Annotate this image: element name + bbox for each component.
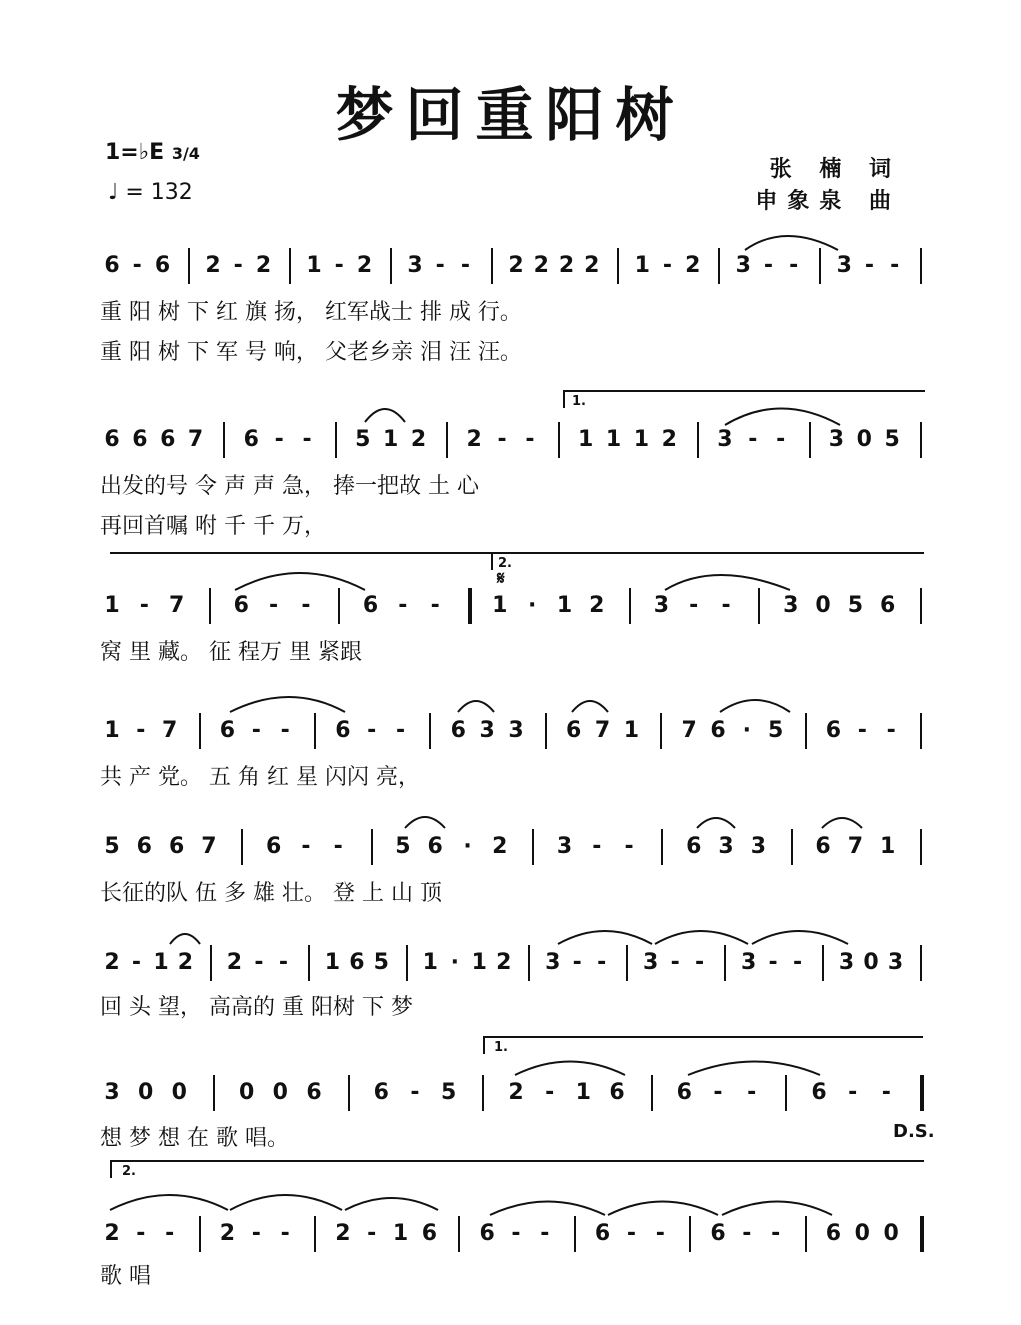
dash-extension: -: [269, 593, 279, 618]
dash-extension: -: [333, 834, 343, 859]
barline: [805, 713, 807, 749]
note: 3: [836, 253, 852, 278]
note: 1: [575, 1080, 591, 1105]
note: 3: [887, 950, 904, 975]
notation-row: [0, 420, 1021, 460]
dash-extension: -: [848, 1080, 858, 1105]
barline: [199, 713, 201, 749]
note: 6: [104, 253, 120, 278]
barline: [617, 248, 619, 284]
dash-extension: -: [511, 1221, 521, 1246]
lyric-line: 歌 唱: [100, 1264, 151, 1289]
note: 7: [201, 834, 217, 859]
note: 5: [847, 593, 864, 618]
note: 1: [382, 427, 399, 452]
note: 6: [450, 718, 466, 743]
note: 6: [265, 834, 282, 859]
volta-number: 1.: [494, 1040, 508, 1055]
note: 7: [681, 718, 697, 743]
note: 6: [825, 718, 842, 743]
barline: [574, 1216, 576, 1252]
barline: [920, 588, 922, 624]
volta-bracket-2: [491, 552, 924, 570]
note: 3: [479, 718, 495, 743]
slur: [230, 697, 345, 712]
dash-extension: -: [367, 718, 377, 743]
dash-extension: -: [747, 1080, 757, 1105]
dash-extension: -: [301, 834, 311, 859]
note: 1: [392, 1221, 409, 1246]
note: 6: [594, 1221, 611, 1246]
note: 2: [104, 1221, 120, 1246]
dal-segno-mark: D.S.: [893, 1121, 935, 1142]
note: 5: [355, 427, 371, 452]
note: 3: [104, 1080, 120, 1105]
note: 5: [884, 427, 900, 452]
lyric-line: 长征的队 伍 多 雄 壮。 登 上 山 顶: [100, 881, 442, 906]
dash-extension: -: [274, 427, 284, 452]
barline: [920, 713, 922, 749]
dash-extension: -: [662, 253, 673, 278]
note: 6: [349, 950, 365, 975]
note: 3: [407, 253, 423, 278]
note: 3: [718, 834, 734, 859]
note: 3: [838, 950, 855, 975]
note: 1: [306, 253, 322, 278]
note: 6: [479, 1221, 495, 1246]
barline: [920, 248, 922, 284]
note: 3: [735, 253, 751, 278]
note: 6: [104, 427, 120, 452]
barline: [241, 829, 243, 865]
notation-row: [0, 943, 1021, 983]
note: 7: [847, 834, 864, 859]
barline: [406, 945, 408, 981]
dash-extension: -: [655, 1221, 665, 1246]
barline: [223, 422, 225, 458]
note: 0: [854, 1221, 870, 1246]
barline: [348, 1075, 350, 1111]
barline: [308, 945, 310, 981]
dash-extension: -: [139, 593, 149, 618]
note: 1: [880, 834, 896, 859]
note: 6: [710, 718, 726, 743]
note: 2: [335, 1221, 351, 1246]
slur: [490, 1202, 605, 1216]
note: 3: [828, 427, 845, 452]
dash-extension: -: [626, 1221, 636, 1246]
note: 5: [104, 834, 120, 859]
dash-extension: -: [540, 1221, 550, 1246]
note: 6: [243, 427, 259, 452]
segno-sign: 𝄋: [497, 568, 505, 589]
note: ·: [742, 718, 752, 743]
barline: [697, 422, 699, 458]
lyric-line: 再回首嘱 咐 千 千 万，: [100, 514, 326, 539]
slur: [608, 1202, 718, 1216]
barline: [390, 248, 392, 284]
note: 6: [136, 834, 152, 859]
barline: [446, 422, 448, 458]
song-title: 梦回重阳树: [335, 81, 686, 149]
barline: [199, 1216, 201, 1252]
note: 2: [685, 253, 701, 278]
dash-extension: -: [721, 593, 731, 618]
composer-credit: 申象泉 曲: [755, 189, 901, 214]
note: 2: [492, 834, 508, 859]
barline: [718, 248, 720, 284]
note: 5: [395, 834, 411, 859]
barline: [805, 1216, 807, 1252]
note: 3: [556, 834, 573, 859]
dash-extension: -: [890, 253, 900, 278]
note: 6: [335, 718, 351, 743]
tempo-mark: ♩ = 132: [108, 180, 193, 205]
volta-number: 2.: [498, 556, 512, 571]
note: 6: [421, 1221, 438, 1246]
barline: [545, 713, 547, 749]
volta-number: 2.: [122, 1164, 136, 1179]
note: ·: [450, 950, 459, 975]
barline: [920, 945, 922, 981]
dash-extension: -: [771, 1221, 781, 1246]
dash-extension: -: [280, 718, 290, 743]
dash-extension: -: [768, 950, 778, 975]
lyric-line: 重 阳 树 下 红 旗 扬， 红军战士 排 成 行。: [100, 300, 522, 325]
note: 2: [508, 253, 524, 278]
note: 3: [508, 718, 524, 743]
note: 1: [577, 427, 594, 452]
note: 6: [609, 1080, 625, 1105]
dash-extension: -: [670, 950, 680, 975]
dash-extension: -: [278, 950, 288, 975]
dash-extension: -: [367, 1221, 377, 1246]
notation-row: [0, 827, 1021, 867]
lyric-line: 共 产 党。 五 角 红 星 闪闪 亮，: [100, 765, 420, 790]
notation-row: [0, 246, 1021, 286]
barline: [458, 1216, 460, 1252]
note: 3: [643, 950, 659, 975]
dash-extension: -: [857, 718, 867, 743]
dash-extension: -: [572, 950, 582, 975]
barline: [209, 588, 211, 624]
barline: [491, 248, 493, 284]
note: 1: [605, 427, 622, 452]
dash-extension: -: [302, 427, 312, 452]
dash-extension: -: [251, 718, 261, 743]
dash-extension: -: [597, 950, 607, 975]
note: 2: [584, 253, 600, 278]
time-signature: 3/4: [171, 144, 200, 163]
dash-extension: -: [398, 593, 408, 618]
final-barline: [468, 588, 472, 624]
note: 6: [811, 1080, 827, 1105]
dash-extension: -: [334, 253, 344, 278]
note: 2: [219, 1221, 236, 1246]
dash-extension: -: [776, 427, 786, 452]
dash-extension: -: [545, 1080, 555, 1105]
dash-extension: -: [886, 718, 896, 743]
note: 2: [508, 1080, 524, 1105]
note: 3: [740, 950, 757, 975]
lyric-line: 回 头 望， 高高的 重 阳树 下 梦: [100, 995, 413, 1020]
lyric-line: 窝 里 藏。 征 程万 里 紧跟: [100, 640, 362, 665]
note: 6: [373, 1080, 389, 1105]
note: 7: [162, 718, 178, 743]
notation-row: [0, 1073, 1021, 1113]
note: 0: [272, 1080, 288, 1105]
note: 2: [589, 593, 605, 618]
barline: [651, 1075, 653, 1111]
note: 0: [863, 950, 879, 975]
note: 6: [219, 718, 236, 743]
barline: [314, 1216, 316, 1252]
note: 0: [883, 1221, 899, 1246]
barline: [822, 945, 824, 981]
note: 1: [104, 718, 120, 743]
note: 5: [768, 718, 784, 743]
dash-extension: -: [792, 950, 803, 975]
note: 3: [545, 950, 561, 975]
note: 2: [533, 253, 549, 278]
dash-extension: -: [136, 1221, 146, 1246]
note: 5: [373, 950, 389, 975]
dash-extension: -: [497, 427, 507, 452]
barline: [532, 829, 534, 865]
note: 6: [168, 834, 185, 859]
note: 3: [750, 834, 767, 859]
note: 2: [356, 253, 373, 278]
barline: [661, 829, 663, 865]
note: 5: [441, 1080, 457, 1105]
dash-extension: -: [525, 427, 535, 452]
note: 6: [815, 834, 831, 859]
note: 6: [676, 1080, 692, 1105]
dash-extension: -: [864, 253, 875, 278]
barline: [528, 945, 530, 981]
dash-extension: -: [689, 593, 699, 618]
note: 6: [160, 427, 176, 452]
note: 2: [104, 950, 120, 975]
dash-extension: -: [881, 1080, 891, 1105]
lyric-line: 重 阳 树 下 军 号 响， 父老乡亲 泪 汪 汪。: [100, 340, 522, 365]
barline: [660, 713, 662, 749]
dash-extension: -: [254, 950, 264, 975]
barline: [482, 1075, 484, 1111]
lyric-line: 出发的号 令 声 声 急， 捧一把故 土 心: [100, 474, 479, 499]
note: 7: [594, 718, 611, 743]
dash-extension: -: [136, 718, 146, 743]
slur: [722, 1202, 832, 1216]
barline: [920, 829, 922, 865]
dash-extension: -: [742, 1221, 752, 1246]
note: 1: [634, 253, 650, 278]
slur: [230, 1195, 342, 1210]
note: 1: [422, 950, 438, 975]
dash-extension: -: [233, 253, 243, 278]
note: 6: [154, 253, 171, 278]
slur: [345, 1198, 438, 1210]
dash-extension: -: [695, 950, 705, 975]
note: 1: [623, 718, 640, 743]
barline: [188, 248, 190, 284]
dash-extension: -: [165, 1221, 175, 1246]
barline: [809, 422, 811, 458]
note: 6: [710, 1221, 726, 1246]
note: 2: [255, 253, 272, 278]
dash-extension: -: [395, 718, 406, 743]
barline: [371, 829, 373, 865]
note: 6: [306, 1080, 322, 1105]
volta-number: 1.: [572, 394, 586, 409]
dash-extension: -: [592, 834, 602, 859]
dash-extension: -: [301, 593, 311, 618]
note: 0: [171, 1080, 187, 1105]
barline: [785, 1075, 787, 1111]
dash-extension: -: [748, 427, 758, 452]
note: 2: [466, 427, 482, 452]
lyric-line: 想 梦 想 在 歌 唱。: [100, 1126, 289, 1151]
note: 2: [661, 427, 677, 452]
notation-row: [0, 711, 1021, 751]
barline: [558, 422, 560, 458]
note: 6: [880, 593, 896, 618]
note: 3: [717, 427, 733, 452]
note: 6: [427, 834, 443, 859]
note: 2: [226, 950, 243, 975]
note: 6: [233, 593, 249, 618]
slur: [110, 1195, 228, 1210]
note: 3: [653, 593, 670, 618]
barline: [429, 713, 431, 749]
notation-row: [0, 586, 1021, 626]
note: 6: [362, 593, 379, 618]
note: 2: [205, 253, 221, 278]
barline: [724, 945, 726, 981]
note: 1: [104, 593, 120, 618]
note: 7: [187, 427, 204, 452]
barline: [338, 588, 340, 624]
dash-extension: -: [251, 1221, 261, 1246]
barline: [210, 945, 212, 981]
barline: [626, 945, 628, 981]
note: 2: [410, 427, 427, 452]
note: 1: [492, 593, 508, 618]
final-barline: [920, 1075, 924, 1111]
note: 6: [566, 718, 582, 743]
barline: [920, 422, 922, 458]
dash-extension: -: [624, 834, 634, 859]
dash-extension: -: [789, 253, 799, 278]
key-signature: 1=♭E 3/4: [105, 140, 200, 165]
note: 1: [556, 593, 573, 618]
final-barline: [920, 1216, 924, 1252]
note: 2: [558, 253, 575, 278]
barline: [335, 422, 337, 458]
note: 6: [686, 834, 702, 859]
barline: [791, 829, 793, 865]
note: 6: [132, 427, 148, 452]
barline: [689, 1216, 691, 1252]
note: 2: [177, 950, 194, 975]
volta-bracket-2b: [110, 1160, 924, 1178]
note: 1: [633, 427, 650, 452]
dash-extension: -: [430, 593, 440, 618]
lyricist-credit: 张 楠 词: [769, 157, 901, 182]
dash-extension: -: [435, 253, 445, 278]
dash-extension: -: [132, 253, 142, 278]
volta-bracket-1: [563, 390, 925, 408]
note: 3: [783, 593, 799, 618]
barline: [629, 588, 631, 624]
dash-extension: -: [410, 1080, 420, 1105]
barline: [314, 713, 316, 749]
note: 1: [153, 950, 169, 975]
dash-extension: -: [763, 253, 774, 278]
note: ·: [527, 593, 537, 618]
barline: [758, 588, 760, 624]
note: 1: [324, 950, 341, 975]
dash-extension: -: [131, 950, 142, 975]
note: 0: [138, 1080, 154, 1105]
note: 1: [471, 950, 487, 975]
notation-row: [0, 1214, 1021, 1254]
note: 6: [825, 1221, 842, 1246]
volta-bracket-1b: [483, 1036, 923, 1054]
dash-extension: -: [713, 1080, 723, 1105]
barline: [289, 248, 291, 284]
note: 0: [856, 427, 872, 452]
note: 0: [239, 1080, 255, 1105]
dash-extension: -: [460, 253, 471, 278]
note: 2: [496, 950, 512, 975]
note: 7: [168, 593, 185, 618]
barline: [819, 248, 821, 284]
note: 0: [815, 593, 831, 618]
note: ·: [463, 834, 472, 859]
dash-extension: -: [280, 1221, 290, 1246]
barline: [213, 1075, 215, 1111]
